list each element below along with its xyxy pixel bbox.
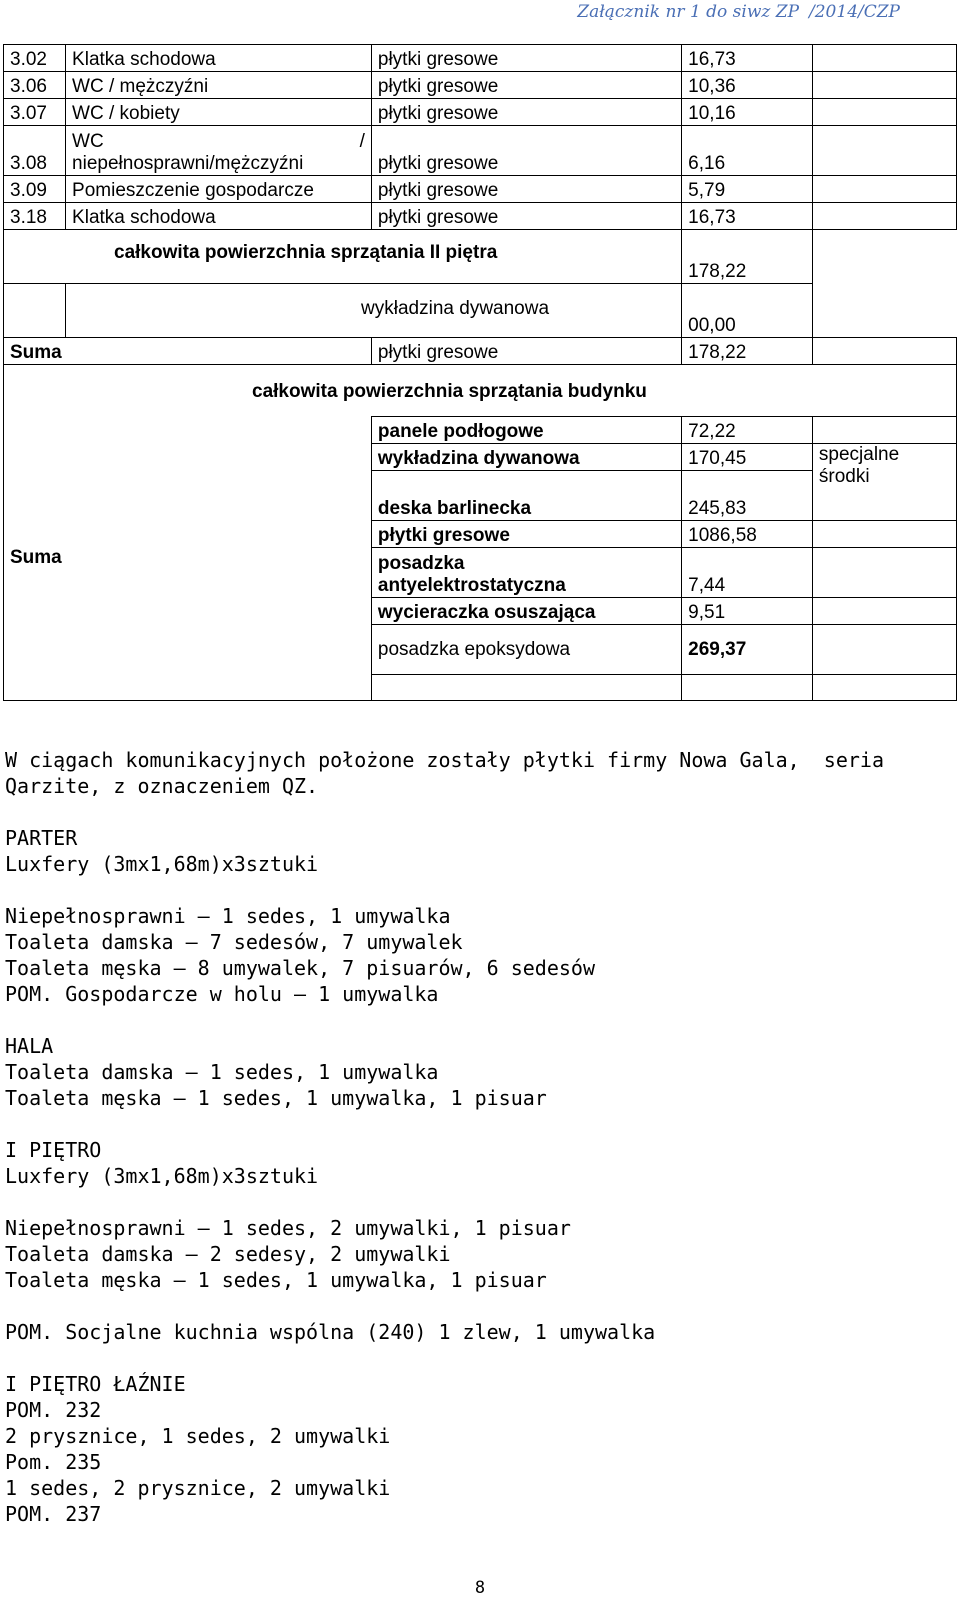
floor-total-title: całkowita powierzchnia sprzątania II piętra <box>4 230 682 284</box>
intro-text: W ciągach komunikacyjnych położone zostały płytki firmy Nowa Gala, seria Qarzite, z oznaczeniem QZ. <box>5 748 897 798</box>
rooms-table <box>3 44 957 701</box>
building-suma-label: Suma <box>4 417 372 701</box>
room-area: 10,16 <box>682 99 813 126</box>
area-table <box>3 44 957 701</box>
first-floor-line: Toaleta damska – 2 sedesy, 2 umywalki <box>5 1242 451 1266</box>
parter-line: POM. Gospodarcze w holu – 1 umywalka <box>5 982 439 1006</box>
floor-suma-label: Suma <box>4 338 372 365</box>
material-label: panele podłogowe <box>371 417 681 444</box>
material-value: 269,37 <box>682 625 813 675</box>
room-number: 3.09 <box>4 176 66 203</box>
room-name-bottom: niepełnosprawni/mężczyźni <box>72 153 304 174</box>
room-237: POM. 237 <box>5 1502 102 1526</box>
room-material: płytki gresowe <box>371 126 681 176</box>
floor-total-value: 178,22 <box>682 230 813 284</box>
material-label: wycieraczka osuszająca <box>371 598 681 625</box>
material-label: płytki gresowe <box>371 521 681 548</box>
table-row <box>4 72 957 99</box>
tiles-value: 178,22 <box>682 338 813 365</box>
first-floor-title: I PIĘTRO <box>5 1138 102 1162</box>
room-name: WC / kobiety <box>66 99 372 126</box>
empty-cell <box>812 598 956 625</box>
material-value: 7,44 <box>682 548 813 598</box>
material-label-text: posadzka antyelektrostatyczna <box>377 553 566 596</box>
empty-cell <box>812 45 956 72</box>
room-number: 3.07 <box>4 99 66 126</box>
room-235: Pom. 235 <box>5 1450 102 1474</box>
table-row <box>4 45 957 72</box>
material-label <box>371 548 681 598</box>
hala-title: HALA <box>5 1034 54 1058</box>
room-name: Klatka schodowa <box>66 203 372 230</box>
first-floor-line: Toaleta męska – 1 sedes, 1 umywalka, 1 pisuar <box>5 1268 547 1292</box>
empty-cell <box>812 284 956 338</box>
table-row <box>4 338 957 365</box>
material-value: 245,83 <box>682 471 813 521</box>
room-number: 3.08 <box>4 126 66 176</box>
page-number: 8 <box>474 1578 486 1598</box>
parter-line: Niepełnosprawni – 1 sedes, 1 umywalka <box>5 904 451 928</box>
kitchen-line: POM. Socjalne kuchnia wspólna (240) 1 zlew, 1 umywalka <box>5 1320 656 1344</box>
empty-cell <box>812 548 956 598</box>
room-232: POM. 232 <box>5 1398 102 1422</box>
header-annex: Załącznik nr 1 do siwz ZP <box>577 2 800 22</box>
table-row <box>4 230 957 284</box>
empty-cell <box>812 521 956 548</box>
material-value: 170,45 <box>682 444 813 471</box>
room-area: 16,73 <box>682 203 813 230</box>
material-label: wykładzina dywanowa <box>371 444 681 471</box>
room-name-slash: / <box>359 131 365 152</box>
carpet-value: 00,00 <box>682 284 813 338</box>
table-row <box>4 176 957 203</box>
empty-cell <box>812 338 956 365</box>
parter-title: PARTER <box>5 826 78 850</box>
empty-cell <box>812 99 956 126</box>
room-material: płytki gresowe <box>371 203 681 230</box>
room-name <box>66 126 372 176</box>
carpet-label: wykładzina dywanowa <box>66 284 682 338</box>
table-row <box>4 284 957 338</box>
empty-cell <box>812 230 956 284</box>
tiles-label: płytki gresowe <box>371 338 681 365</box>
empty-cell <box>812 417 956 444</box>
empty-cell <box>4 284 66 338</box>
room-name-top: WC <box>72 131 104 152</box>
empty-cell <box>812 72 956 99</box>
room-material: płytki gresowe <box>371 176 681 203</box>
material-label: posadzka epoksydowa <box>371 625 681 675</box>
room-name: WC / mężczyźni <box>66 72 372 99</box>
room-235-desc: 1 sedes, 2 prysznice, 2 umywalki <box>5 1476 391 1500</box>
room-232-desc: 2 prysznice, 1 sedes, 2 umywalki <box>5 1424 391 1448</box>
material-value: 1086,58 <box>682 521 813 548</box>
room-material: płytki gresowe <box>371 72 681 99</box>
room-area: 16,73 <box>682 45 813 72</box>
table-row <box>4 99 957 126</box>
document-header <box>577 2 900 22</box>
room-area: 6,16 <box>682 126 813 176</box>
header-ref: /2014/CZP <box>809 2 900 22</box>
empty-cell <box>812 675 956 701</box>
material-value: 72,22 <box>682 417 813 444</box>
parter-luxfery: Luxfery (3mx1,68m)x3sztuki <box>5 852 319 876</box>
first-floor-luxfery: Luxfery (3mx1,68m)x3sztuki <box>5 1164 319 1188</box>
empty-cell <box>812 625 956 675</box>
room-area: 5,79 <box>682 176 813 203</box>
material-label: deska barlinecka <box>371 471 681 521</box>
room-material: płytki gresowe <box>371 99 681 126</box>
room-number: 3.02 <box>4 45 66 72</box>
empty-cell <box>682 675 813 701</box>
room-number: 3.18 <box>4 203 66 230</box>
material-value: 9,51 <box>682 598 813 625</box>
empty-cell <box>371 675 681 701</box>
baths-title: I PIĘTRO ŁAŹNIE <box>5 1372 186 1396</box>
special-agents-label: specjalne środki <box>812 444 956 521</box>
table-row <box>4 365 957 417</box>
first-floor-line: Niepełnosprawni – 1 sedes, 2 umywalki, 1 pisuar <box>5 1216 571 1240</box>
room-name: Pomieszczenie gospodarcze <box>66 176 372 203</box>
room-name: Klatka schodowa <box>66 45 372 72</box>
table-row <box>4 417 957 444</box>
empty-cell <box>812 176 956 203</box>
hala-line: Toaleta męska – 1 sedes, 1 umywalka, 1 pisuar <box>5 1086 547 1110</box>
empty-cell <box>812 203 956 230</box>
room-area: 10,36 <box>682 72 813 99</box>
empty-cell <box>812 126 956 176</box>
parter-line: Toaleta damska – 7 sedesów, 7 umywalek <box>5 930 463 954</box>
room-number: 3.06 <box>4 72 66 99</box>
sanitary-notes <box>5 747 955 1527</box>
hala-line: Toaleta damska – 1 sedes, 1 umywalka <box>5 1060 439 1084</box>
building-total-title: całkowita powierzchnia sprzątania budynku <box>4 365 957 417</box>
room-material: płytki gresowe <box>371 45 681 72</box>
table-row <box>4 126 957 176</box>
table-row <box>4 203 957 230</box>
parter-line: Toaleta męska – 8 umywalek, 7 pisuarów, 6 sedesów <box>5 956 596 980</box>
